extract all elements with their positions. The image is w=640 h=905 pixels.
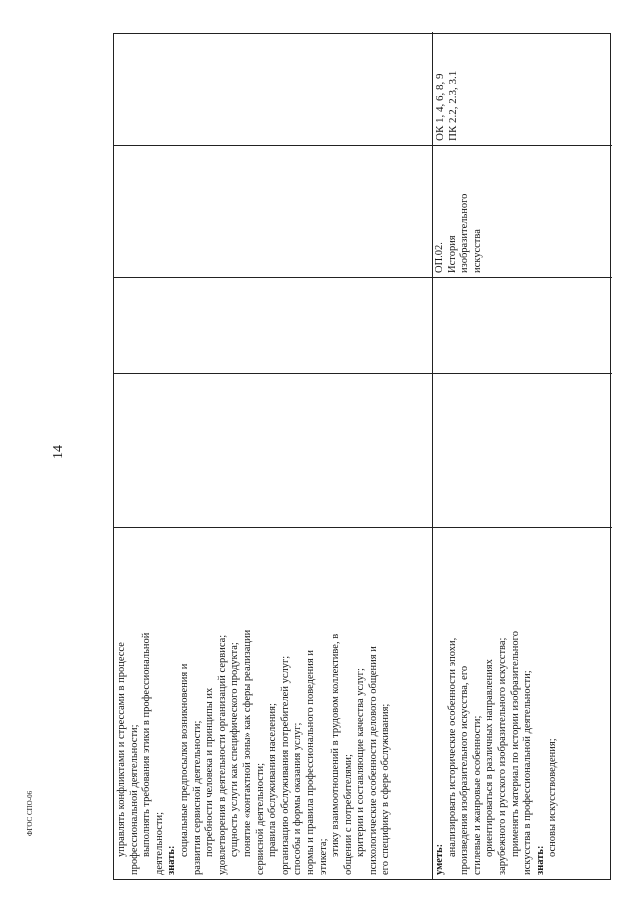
text-line: правила обслуживания населения;: [267, 703, 279, 857]
text-line: произведения изобразительного искусства, его: [459, 665, 471, 875]
text-line: критерии и составляющие качества услуг;: [355, 668, 367, 857]
text-line: профессиональной деятельности;: [128, 724, 140, 875]
text-line: нормы и правила профессионального поведения и: [304, 650, 316, 875]
text-line: способы и формы оказания услуг;: [292, 722, 304, 875]
text-line: удовлетворения в деятельности организаций сервиса;: [216, 634, 228, 875]
footer-code: ФГОС СПО-06: [26, 790, 34, 836]
text-line: искусства в профессиональной деятельности;: [522, 670, 534, 875]
empty-cell: [114, 32, 432, 145]
discipline-cell: [432, 145, 612, 277]
text-line: понятие «контактной зоны» как сферы реализации: [241, 629, 253, 857]
text-line: управлять конфликтами и стрессами в процессе: [116, 642, 127, 857]
discipline-name-line: изобразительного: [459, 193, 471, 273]
text-line: психологические особенности делового общения и: [367, 646, 379, 875]
discipline-name-line: искусства: [471, 229, 483, 273]
text-line: сущность услуги как специфического продукта;: [229, 642, 241, 857]
text-line: ориентироваться в различных направлениях: [484, 659, 496, 857]
text-line: выполнять требования этики в профессиональной: [141, 632, 153, 857]
text-line: потребности человека и принципы их: [204, 687, 216, 857]
text-line: стилевые и жанровые особенности;: [471, 715, 483, 875]
text-line: развития сервисной деятельности;: [191, 720, 203, 875]
discipline-name-line: История: [446, 235, 458, 273]
rotated-table-sheet: [113, 33, 611, 880]
empty-cell: [432, 277, 612, 373]
curriculum-table: [113, 33, 611, 880]
skills-knowledge-cell: [432, 527, 612, 879]
section-heading: знать:: [166, 845, 178, 875]
text-line: социальные предпосылки возникновения и: [178, 663, 190, 857]
text-line: анализировать исторические особенности эпохи,: [446, 637, 458, 857]
section-heading: знать:: [534, 845, 546, 875]
general-competencies: ОК 1, 4, 6, 8, 9: [434, 73, 446, 141]
text-line: общении с потребителями;: [342, 754, 354, 875]
competencies-cell: [432, 32, 612, 145]
table-row: [114, 32, 433, 879]
empty-cell: [432, 373, 612, 527]
text-line: деятельности;: [153, 811, 165, 875]
text-line: применять материал по истории изобразительного: [509, 631, 521, 857]
discipline-code: ОП.02.: [434, 242, 445, 273]
text-line: основы искусствоведения;: [547, 738, 559, 857]
text-line: организацию обслуживания потребителей услуг;: [279, 655, 291, 875]
text-line: этикета;: [317, 838, 329, 875]
section-heading: уметь:: [434, 843, 445, 875]
table-row: [432, 32, 612, 879]
empty-cell: [114, 373, 432, 527]
text-line: этику взаимоотношений в трудовом коллективе, в: [330, 633, 342, 857]
page-number: 14: [51, 445, 66, 459]
empty-cell: [114, 277, 432, 373]
text-line: его специфику в сфере обслуживания;: [380, 703, 392, 875]
skills-knowledge-cell: [114, 527, 432, 879]
text-line: сервисной деятельности;: [254, 762, 266, 875]
text-line: зарубежного и русского изобразительного искусства;: [496, 637, 508, 875]
professional-competencies: ПК 2.2, 2.3, 3.1: [447, 70, 459, 141]
empty-cell: [114, 145, 432, 277]
